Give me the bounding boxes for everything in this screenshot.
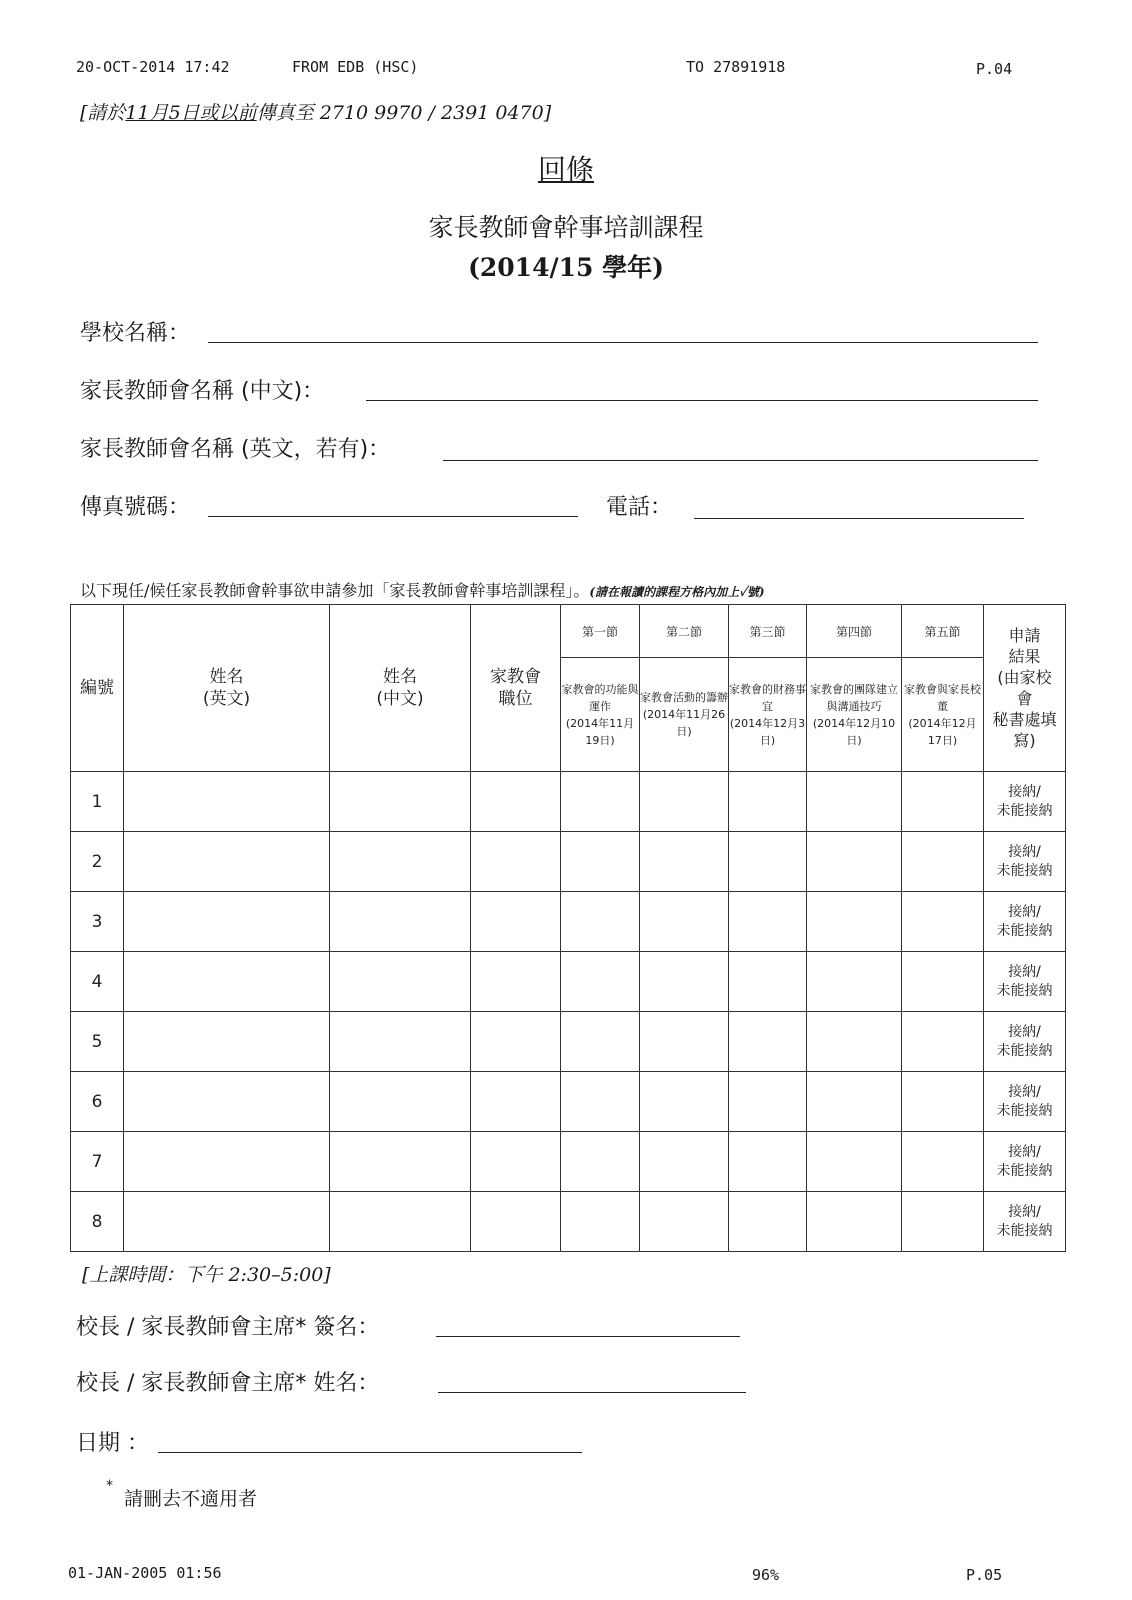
name-zh-cell[interactable] [330,1132,471,1192]
table-row [71,772,1066,832]
row-number: 6 [71,1072,124,1132]
school-year: (2014/15 學年) [468,253,664,282]
school-name-label: 學校名稱： [80,321,191,346]
fax-header-from: FROM EDB (HSC) [292,58,419,76]
name-zh-cell[interactable] [330,892,471,952]
name-en-cell[interactable] [124,1072,330,1132]
session-4-detail [807,658,902,772]
signature-field[interactable] [436,1336,740,1337]
footnote-text: 請刪去不適用者 [124,1488,258,1510]
session-5-checkbox[interactable] [902,1132,984,1192]
result-cell [984,1012,1066,1072]
col-header-result-line4: 會 [1016,689,1033,708]
session-1-topic: 家教會的功能與運作 [561,682,639,713]
session-4-checkbox[interactable] [807,1012,902,1072]
session-2-topic: 家教會活動的籌辦 [640,691,728,704]
session-3-checkbox[interactable] [729,1012,807,1072]
session-5-date: (2014年12月17日) [908,716,977,747]
pta-name-en-field[interactable] [443,460,1038,461]
session-3-title: 第三節 [729,605,807,658]
session-3-checkbox[interactable] [729,1132,807,1192]
phone-label: 電話： [606,495,673,520]
session-1-title: 第一節 [561,605,640,658]
session-3-date: (2014年12月3日) [729,716,806,747]
session-1-checkbox[interactable] [561,1072,640,1132]
col-header-no: 編號 [71,605,124,772]
row-number: 7 [71,1132,124,1192]
col-header-result-line1: 申請 [1008,626,1041,645]
result-reject: 未能接納 [996,1162,1053,1179]
col-header-name-en-line1: 姓名 [209,667,244,687]
session-2-title: 第二節 [640,605,729,658]
session-3-checkbox[interactable] [729,1072,807,1132]
col-header-result-line5: 秘書處填 [992,710,1057,729]
col-header-result-line2: 結果 [1008,647,1041,666]
table-row [71,1132,1066,1192]
result-reject: 未能接納 [996,1222,1053,1239]
session-2-checkbox[interactable] [640,952,729,1012]
session-5-checkbox[interactable] [902,892,984,952]
post-cell[interactable] [471,952,561,1012]
post-cell[interactable] [471,772,561,832]
session-4-checkbox[interactable] [807,1132,902,1192]
result-reject: 未能接納 [996,802,1053,819]
post-cell[interactable] [471,1192,561,1252]
result-accept: 接納/ [1008,1083,1041,1100]
name-en-cell[interactable] [124,1132,330,1192]
name-en-cell[interactable] [124,1012,330,1072]
footnote-mark: * [106,1478,113,1494]
session-1-date: (2014年11月19日) [565,716,635,747]
fax-header-datetime: 20-OCT-2014 17:42 [76,58,230,76]
name-en-cell[interactable] [124,772,330,832]
session-3-checkbox[interactable] [729,892,807,952]
table-body [71,772,1066,1252]
session-4-checkbox[interactable] [807,1192,902,1252]
session-5-checkbox[interactable] [902,1012,984,1072]
result-reject: 未能接納 [996,862,1053,879]
fax-footer-datetime: 01-JAN-2005 01:56 [68,1564,222,1582]
post-cell[interactable] [471,892,561,952]
session-3-checkbox[interactable] [729,1192,807,1252]
name-zh-cell[interactable] [330,1192,471,1252]
fax-instruction-date: 11月5日或以前 [125,102,257,124]
fax-instruction [80,98,551,125]
session-2-checkbox[interactable] [640,1132,729,1192]
name-zh-cell[interactable] [330,772,471,832]
session-5-checkbox[interactable] [902,952,984,1012]
col-header-post-line2: 職位 [498,689,533,709]
row-number: 3 [71,892,124,952]
instruction-text: 以下現任/候任家長教師會幹事欲申請參加「家長教師會幹事培訓課程」。 [80,581,590,600]
table-row [71,892,1066,952]
name-en-cell[interactable] [124,952,330,1012]
session-5-title: 第五節 [902,605,984,658]
session-1-checkbox[interactable] [561,1192,640,1252]
row-number: 1 [71,772,124,832]
col-header-name-zh-line2: (中文) [376,689,424,709]
name-zh-cell[interactable] [330,1072,471,1132]
session-2-checkbox[interactable] [640,1072,729,1132]
table-row [71,832,1066,892]
session-3-topic: 家教會的財務事宜 [729,682,806,713]
session-1-checkbox[interactable] [561,1132,640,1192]
fax-instruction-open: [請於 [80,102,126,124]
session-3-checkbox[interactable] [729,832,807,892]
session-5-checkbox[interactable] [902,1072,984,1132]
page-title: 回條 [537,153,594,186]
session-3-checkbox[interactable] [729,952,807,1012]
date-field[interactable] [158,1452,582,1453]
post-cell[interactable] [471,1132,561,1192]
fax-header-to: TO 27891918 [686,58,786,76]
table-row [71,1072,1066,1132]
name-zh-cell[interactable] [330,1012,471,1072]
result-cell [984,1192,1066,1252]
result-reject: 未能接納 [996,1042,1053,1059]
session-2-detail [640,658,729,772]
session-5-checkbox[interactable] [902,772,984,832]
pta-name-en-label: 家長教師會名稱 (英文，若有)： [80,437,391,462]
result-accept: 接納/ [1008,1143,1041,1160]
signature-label: 校長 / 家長教師會主席* 簽名： [76,1315,380,1340]
row-number: 5 [71,1012,124,1072]
session-5-detail [902,658,984,772]
session-1-detail [561,658,640,772]
result-reject: 未能接納 [996,922,1053,939]
session-4-checkbox[interactable] [807,1072,902,1132]
session-4-topic: 家教會的團隊建立與溝通技巧 [810,682,898,713]
row-number: 4 [71,952,124,1012]
application-table [70,604,1066,1252]
principal-name-label: 校長 / 家長教師會主席* 姓名： [76,1371,380,1396]
session-1-checkbox[interactable] [561,772,640,832]
result-cell [984,952,1066,1012]
result-accept: 接納/ [1008,903,1041,920]
fax-number-field[interactable] [208,516,578,517]
course-title: 家長教師會幹事培訓課程 [428,213,704,242]
result-cell [984,1132,1066,1192]
application-instruction [80,578,765,601]
col-header-name-zh-line1: 姓名 [383,667,417,687]
row-number: 8 [71,1192,124,1252]
principal-name-field[interactable] [438,1392,746,1393]
session-2-checkbox[interactable] [640,1012,729,1072]
col-header-name-en [124,605,330,772]
table-row [71,1012,1066,1072]
name-en-cell[interactable] [124,1192,330,1252]
session-5-checkbox[interactable] [902,832,984,892]
result-reject: 未能接納 [996,1102,1053,1119]
session-3-checkbox[interactable] [729,772,807,832]
result-accept: 接納/ [1008,1023,1041,1040]
session-4-date: (2014年12月10日) [812,716,896,747]
name-en-cell[interactable] [124,832,330,892]
session-4-checkbox[interactable] [807,832,902,892]
session-3-detail [729,658,807,772]
pta-name-zh-field[interactable] [366,400,1038,401]
col-header-name-en-line2: (英文) [202,689,251,709]
phone-field[interactable] [694,518,1024,519]
school-name-field[interactable] [208,342,1038,343]
post-cell[interactable] [471,832,561,892]
session-4-checkbox[interactable] [807,952,902,1012]
session-4-checkbox[interactable] [807,772,902,832]
session-2-checkbox[interactable] [640,832,729,892]
result-accept: 接納/ [1008,843,1041,860]
session-1-checkbox[interactable] [561,952,640,1012]
fax-number-label: 傳真號碼： [80,495,191,520]
date-label: 日期 ： [76,1431,149,1456]
col-header-result [984,605,1066,772]
col-header-result-line6: 寫) [1013,731,1036,750]
name-en-cell[interactable] [124,892,330,952]
post-cell[interactable] [471,1072,561,1132]
result-cell [984,1072,1066,1132]
pta-name-zh-label: 家長教師會名稱 (中文)： [80,379,325,404]
table-row [71,1192,1066,1252]
session-2-date: (2014年11月26日) [642,708,726,738]
result-accept: 接納/ [1008,1203,1041,1220]
instruction-note: (請在報讀的課程方格內加上✓號) [589,585,765,599]
col-header-post-line1: 家教會 [490,667,541,687]
session-4-title: 第四節 [807,605,902,658]
fax-footer-percent: 96% [752,1566,780,1584]
class-time: [上課時間：下午 2:30–5:00] [82,1264,331,1286]
session-2-checkbox[interactable] [640,772,729,832]
session-5-topic: 家教會與家長校董 [904,682,981,713]
result-cell [984,892,1066,952]
fax-instruction-fax: 傳真至 2710 9970 / 2391 0470] [256,102,552,124]
session-1-checkbox[interactable] [561,1012,640,1072]
result-cell [984,772,1066,832]
post-cell[interactable] [471,1012,561,1072]
row-number: 2 [71,832,124,892]
session-4-checkbox[interactable] [807,892,902,952]
result-accept: 接納/ [1008,963,1041,980]
col-header-post [471,605,561,772]
fax-footer-page: P.05 [966,1566,1003,1584]
col-header-result-line3: (由家校 [997,668,1052,687]
session-5-checkbox[interactable] [902,1192,984,1252]
col-header-name-zh [330,605,471,772]
fax-header-page: P.04 [976,60,1013,78]
name-zh-cell[interactable] [330,952,471,1012]
session-1-checkbox[interactable] [561,892,640,952]
result-reject: 未能接納 [996,982,1053,999]
table-row [71,952,1066,1012]
result-cell [984,832,1066,892]
session-2-checkbox[interactable] [640,892,729,952]
session-2-checkbox[interactable] [640,1192,729,1252]
name-zh-cell[interactable] [330,832,471,892]
session-1-checkbox[interactable] [561,832,640,892]
result-accept: 接納/ [1008,783,1041,800]
